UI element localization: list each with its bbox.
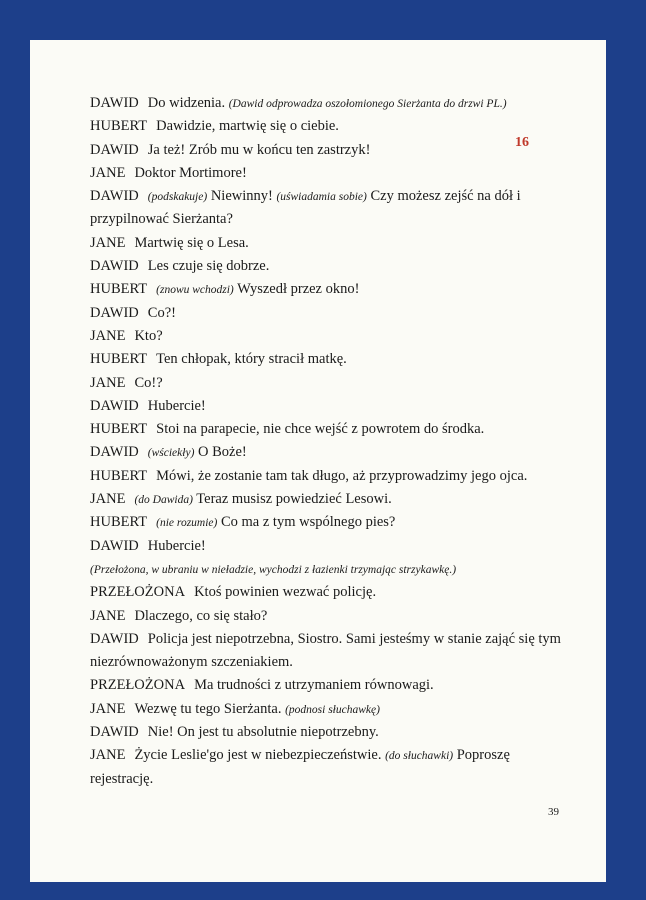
dialogue-text: Co ma z tym wspólnego pies? (217, 514, 396, 531)
dialogue-line (90, 115, 550, 138)
speaker-name: JANE (90, 234, 126, 251)
dialogue-text: Ma trudności z utrzymaniem równowagi. (194, 677, 434, 694)
dialogue-line (90, 698, 550, 721)
dialogue-line (90, 581, 550, 604)
dialogue-text: Życie Leslie'go jest w niebezpieczeństwie. (134, 747, 386, 764)
speaker-name: DAWID (90, 724, 139, 741)
speaker-name: HUBERT (90, 351, 148, 368)
stage-direction: (Dawid odprowadza oszołomionego Sierżanta do drzwi PL.) (228, 98, 507, 110)
speaker-name: DAWID (90, 258, 139, 275)
stage-direction: (wściekły) (147, 447, 195, 460)
dialogue-text: Policja jest niepotrzebna, Siostro. Sami jesteśmy w stanie zająć się tym (147, 630, 561, 647)
script-page (30, 40, 606, 882)
dialogue-line (90, 348, 550, 371)
stage-direction: (podskakuje) (147, 191, 208, 204)
dialogue-line (90, 605, 550, 628)
dialogue-text: Teraz musisz powiedzieć Lesowi. (192, 491, 392, 508)
dialogue-text: Niewinny! (207, 188, 277, 205)
dialogue-text: Martwię się o Lesa. (134, 234, 249, 251)
dialogue-text: Doktor Mortimore! (134, 164, 247, 181)
dialogue-text: niezrównoważonym szczeniakiem. (90, 654, 293, 671)
dialogue-line (90, 92, 550, 115)
speaker-name: JANE (90, 374, 126, 391)
dialogue-text: rejestrację. (90, 770, 154, 787)
dialogue-text: przypilnować Sierżanta? (90, 211, 233, 228)
stage-direction: (uświadamia sobie) (276, 191, 367, 204)
dialogue-text: Poproszę (453, 747, 510, 764)
stage-direction: (do Dawida) (134, 494, 193, 507)
speaker-name: JANE (90, 747, 126, 764)
stage-direction: (nie rozumie) (156, 517, 218, 530)
speaker-name: DAWID (90, 444, 139, 461)
dialogue-text: Wyszedł przez okno! (233, 281, 360, 298)
dialogue-text: Hubercie! (147, 397, 206, 414)
speaker-name: HUBERT (90, 118, 148, 135)
dialogue-text: Ja też! Zrób mu w końcu ten zastrzyk! (147, 141, 371, 158)
speaker-name: JANE (90, 164, 126, 181)
dialogue-line (90, 744, 550, 767)
dialogue-line (90, 208, 550, 231)
scene-number: 16 (515, 135, 529, 150)
speaker-name: DAWID (90, 141, 139, 158)
page-number: 39 (548, 806, 559, 818)
dialogue-text: Ten chłopak, który stracił matkę. (156, 351, 347, 368)
dialogue-line (90, 721, 550, 744)
speaker-name: DAWID (90, 630, 139, 647)
dialogue-text: Do widzenia. (147, 95, 229, 111)
speaker-name: PRZEŁOŻONA (90, 677, 186, 694)
dialogue-text: Co?! (147, 304, 176, 321)
dialogue-line (90, 511, 550, 534)
dialogue-line (90, 325, 550, 348)
script-body (90, 92, 561, 791)
dialogue-text: Nie! On jest tu absolutnie niepotrzebny. (147, 724, 379, 741)
speaker-name: HUBERT (90, 421, 148, 438)
dialogue-line (90, 278, 550, 301)
dialogue-line (90, 628, 561, 651)
dialogue-line (90, 418, 550, 441)
dialogue-line (90, 674, 550, 697)
dialogue-text: Dlaczego, co się stało? (134, 607, 268, 624)
dialogue-text: O Boże! (194, 444, 247, 461)
dialogue-text: Czy możesz zejść na dół i (366, 188, 521, 205)
dialogue-line (90, 162, 550, 185)
stage-direction: (znowu wchodzi) (156, 284, 234, 297)
dialogue-line (90, 441, 550, 464)
stage-direction-line (90, 558, 550, 581)
speaker-name: HUBERT (90, 514, 148, 531)
dialogue-text: Hubercie! (147, 537, 206, 554)
speaker-name: DAWID (90, 304, 139, 321)
dialogue-line (90, 651, 550, 674)
speaker-name: DAWID (90, 95, 139, 111)
dialogue-line (90, 768, 550, 791)
dialogue-line (90, 185, 550, 208)
dialogue-text: Ktoś powinien wezwać policję. (194, 584, 377, 601)
speaker-name: HUBERT (90, 281, 148, 298)
speaker-name: DAWID (90, 188, 139, 205)
dialogue-line (90, 302, 550, 325)
dialogue-text: Mówi, że zostanie tam tak długo, aż przyprowadzimy jego ojca. (156, 467, 528, 484)
stage-direction: (do słuchawki) (385, 750, 454, 763)
stage-direction: (podnosi słuchawkę) (285, 703, 380, 716)
dialogue-line (90, 488, 550, 511)
dialogue-text: Kto? (134, 327, 163, 344)
dialogue-line (90, 139, 550, 162)
dialogue-text: Stoi na parapecie, nie chce wejść z powrotem do środka. (156, 421, 485, 438)
dialogue-line (90, 255, 550, 278)
stage-direction: (Przełożona, w ubraniu w nieładzie, wychodzi z łazienki trzymając strzykawkę.) (90, 563, 457, 576)
dialogue-line (90, 465, 550, 488)
dialogue-line (90, 372, 550, 395)
dialogue-line (90, 232, 550, 255)
speaker-name: DAWID (90, 397, 139, 414)
dialogue-text: Les czuje się dobrze. (147, 258, 270, 275)
dialogue-line (90, 535, 550, 558)
speaker-name: JANE (90, 700, 126, 717)
speaker-name: DAWID (90, 537, 139, 554)
dialogue-text: Dawidzie, martwię się o ciebie. (156, 118, 339, 135)
dialogue-text: Co!? (134, 374, 163, 391)
dialogue-text: Wezwę tu tego Sierżanta. (134, 700, 286, 717)
speaker-name: JANE (90, 491, 126, 508)
speaker-name: JANE (90, 327, 126, 344)
speaker-name: PRZEŁOŻONA (90, 584, 186, 601)
speaker-name: HUBERT (90, 467, 148, 484)
speaker-name: JANE (90, 607, 126, 624)
dialogue-line (90, 395, 550, 418)
